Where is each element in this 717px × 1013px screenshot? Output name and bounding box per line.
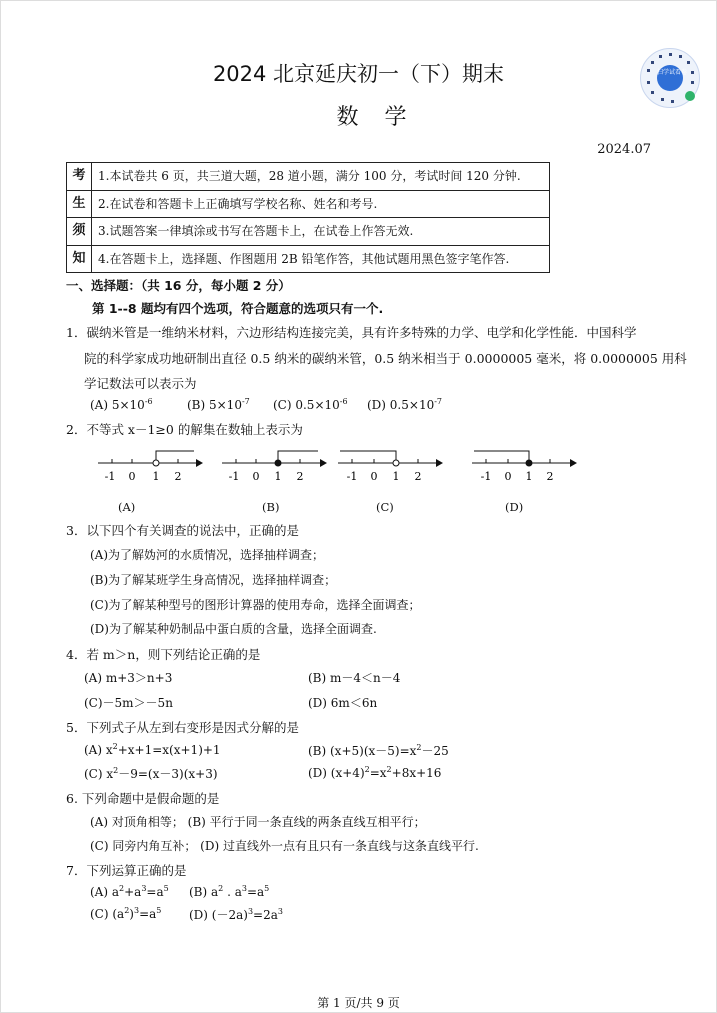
option-text: =2a [253, 908, 278, 922]
q5-option-d[interactable] [308, 765, 441, 780]
q3-option-c[interactable]: (C)为了解某种型号的图形计算器的使用寿命，选择全面调查； [90, 598, 421, 612]
q2-label-b: (B) [262, 500, 280, 514]
notice-heading-char: 须 [67, 218, 92, 246]
option-text: (A) a [90, 885, 119, 899]
q3-option-a[interactable]: (A)为了解妫河的水质情况，选择抽样调查； [90, 548, 325, 562]
exponent: -7 [241, 397, 250, 406]
option-text: =a [246, 885, 265, 899]
tick-label: -1 [480, 470, 492, 483]
q4-option-d[interactable]: (D) 6m＜6n [308, 696, 378, 710]
option-text: (D) (－2a) [189, 908, 248, 922]
tick-label: 2 [546, 470, 554, 483]
tick-label: 1 [274, 470, 282, 483]
q4-option-c[interactable]: (C)－5m＞－5n [84, 696, 173, 710]
q2-stem: 2．不等式 x－1≥0 的解集在数轴上表示为 [66, 422, 303, 437]
q1-stem-line: 院的科学家成功地研制出直径 0.5 纳米的碳纳米管，0.5 纳米相当于 0.0000005 毫米，将 0.0000005 用科 [84, 351, 687, 366]
exponent: 2 [386, 765, 392, 774]
q1-stem-line: 1．碳纳米管是一维纳米材料，六边形结构连接完美，具有许多特殊的力学、电学和化学性能．中国科学 [66, 325, 637, 340]
q5-option-c[interactable] [84, 765, 218, 782]
q5-option-a[interactable] [84, 742, 221, 757]
section-instruction: 第 1--8 题均有四个选项，符合题意的选项只有一个. [92, 301, 384, 316]
exam-title: 2024 北京延庆初一（下）期末 [212, 62, 505, 86]
q7-stem: 7．下列运算正确的是 [66, 863, 187, 878]
number-line-d[interactable] [470, 447, 580, 487]
tick-label: 1 [152, 470, 160, 483]
notice-item: 3.试题答案一律填涂或书写在答题卡上，在试卷上作答无效. [92, 218, 550, 246]
q6-options-row-2[interactable]: (C) 同旁内角互补； (D) 过直线外一点有且只有一条直线与这条直线平行. [90, 839, 479, 853]
q2-label-d: (D) [505, 500, 524, 514]
option-text: +x+1=x(x+1)+1 [117, 743, 221, 757]
number-line-a[interactable] [96, 447, 206, 487]
tick-label: 2 [414, 470, 422, 483]
exponent: -7 [434, 397, 443, 406]
tick-label: 0 [252, 470, 260, 483]
option-text: =a [146, 885, 164, 899]
notice-heading-char: 生 [67, 190, 92, 218]
exponent: 3 [141, 884, 147, 893]
notice-heading-char: 考 [67, 163, 92, 191]
option-text: (A) x [84, 743, 113, 757]
option-text: (C) 0.5×10 [273, 398, 340, 412]
q3-stem: 3．以下四个有关调查的说法中，正确的是 [66, 523, 299, 538]
q2-label-c: (C) [376, 500, 394, 514]
exponent: 2 [364, 765, 370, 774]
section-title: 一、选择题：（共 16 分，每小题 2 分） [66, 278, 291, 293]
q1-option-a[interactable] [90, 397, 153, 412]
number-line-c[interactable] [336, 447, 446, 487]
tick-label: 0 [128, 470, 136, 483]
page-number: 第 1 页/共 9 页 [317, 996, 400, 1010]
q7-option-d[interactable] [189, 906, 283, 923]
exponent: 3 [247, 907, 254, 916]
option-text: －9=(x－3)(x+3) [118, 767, 218, 781]
notice-item: 4.在答题卡上，选择题、作图题用 2B 铅笔作答，其他试题用黑色签字笔作答. [92, 245, 550, 273]
exponent: 5 [163, 884, 169, 893]
mini-program-badge [685, 91, 695, 101]
option-text: (B) (x+5)(x－5)=x [308, 744, 417, 758]
tick-label: -1 [228, 470, 240, 483]
option-text: (C) (a [90, 907, 125, 921]
q1-option-b[interactable] [187, 397, 250, 412]
tick-label: -1 [104, 470, 116, 483]
notice-heading-char: 知 [67, 245, 92, 273]
tick-label: 2 [174, 470, 182, 483]
exponent: 5 [156, 906, 162, 915]
option-text: ) [129, 907, 134, 921]
q5-option-b[interactable] [308, 742, 449, 759]
exponent: 2 [124, 906, 130, 915]
notice-item: 1.本试卷共 6 页，共三道大题，28 道小题，满分 100 分，考试时间 120 分钟. [92, 163, 550, 191]
exponent: 3 [277, 907, 283, 916]
exponent: 3 [241, 884, 247, 893]
option-text: (B) a [189, 885, 219, 899]
q4-stem: 4．若 m＞n，则下列结论正确的是 [66, 647, 261, 662]
option-text: +8x+16 [391, 766, 442, 780]
q4-option-a[interactable]: (A) m+3＞n+3 [84, 671, 173, 685]
exponent: 2 [112, 742, 118, 751]
option-text: －25 [421, 744, 449, 758]
exponent: -6 [144, 397, 153, 406]
q7-option-a[interactable] [90, 884, 169, 899]
qr-code-logo[interactable] [640, 48, 700, 108]
exponent: 5 [264, 884, 270, 893]
exponent: 2 [119, 884, 125, 893]
q6-stem: 6. 下列命题中是假命题的是 [66, 791, 220, 806]
qr-center-label: 扫学试看卷 [657, 65, 683, 91]
tick-label: -1 [346, 470, 358, 483]
option-text: (C) x [84, 767, 114, 781]
q5-stem: 5．下列式子从左到右变形是因式分解的是 [66, 720, 299, 735]
notice-item: 2.在试卷和答题卡上正确填写学校名称、姓名和考号. [92, 190, 550, 218]
tick-label: 0 [370, 470, 378, 483]
option-text: (D) 0.5×10 [367, 398, 435, 412]
option-text: . a [223, 885, 242, 899]
tick-label: 1 [392, 470, 400, 483]
q1-stem-line: 学记数法可以表示为 [84, 376, 197, 391]
tick-label: 2 [296, 470, 304, 483]
q3-option-b[interactable]: (B)为了解某班学生身高情况，选择抽样调查； [90, 573, 337, 587]
option-text: (B) 5×10 [187, 398, 242, 412]
exponent: 2 [218, 884, 224, 893]
q6-options-row-1[interactable]: (A) 对顶角相等； (B) 平行于同一条直线的两条直线互相平行； [90, 815, 426, 829]
q2-label-a: (A) [118, 500, 136, 514]
tick-label: 0 [504, 470, 512, 483]
subject-title: 数学 [336, 105, 433, 130]
q7-option-c[interactable] [90, 906, 161, 921]
exam-notice-table [66, 162, 550, 273]
exam-date: 2024.07 [597, 142, 651, 157]
q3-option-d[interactable]: (D)为了解某种奶制品中蛋白质的含量，选择全面调查. [90, 622, 377, 636]
tick-label: 1 [525, 470, 533, 483]
q4-option-b[interactable]: (B) m－4＜n－4 [308, 671, 401, 685]
q7-option-b[interactable] [189, 884, 269, 899]
option-text: =x [369, 766, 387, 780]
exponent: 2 [113, 766, 119, 775]
option-text: +a [124, 885, 142, 899]
option-text: (D) (x+4) [308, 766, 365, 780]
number-line-b[interactable] [220, 447, 330, 487]
exponent: -6 [339, 397, 348, 406]
exponent: 2 [416, 743, 422, 752]
q1-option-c[interactable] [273, 397, 348, 412]
option-text: (A) 5×10 [90, 398, 145, 412]
option-text: =a [139, 907, 157, 921]
exponent: 3 [133, 906, 140, 915]
q1-option-d[interactable] [367, 397, 442, 412]
